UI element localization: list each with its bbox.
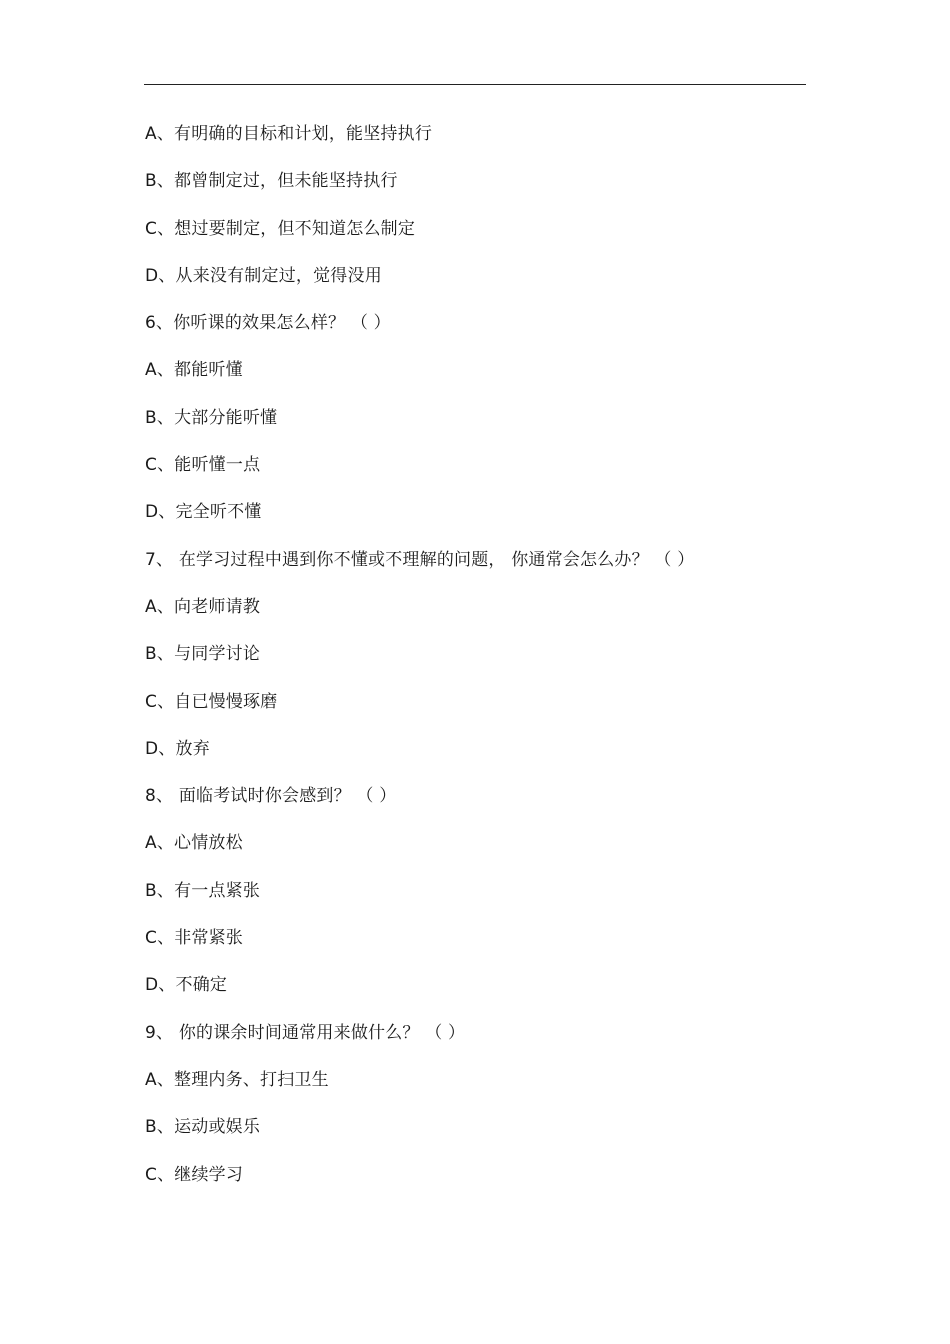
option-line: A、向老师请教 <box>145 596 261 617</box>
question-line: 8、 面临考试时你会感到？ （ ） <box>145 786 397 807</box>
question-line: 6、你听课的效果怎么样？ （ ） <box>145 313 391 334</box>
option-line: B、都曾制定过，但未能坚持执行 <box>145 171 398 192</box>
option-line: C、想过要制定，但不知道怎么制定 <box>145 218 416 239</box>
option-line: D、从来没有制定过，觉得没用 <box>145 265 382 286</box>
option-line: A、有明确的目标和计划，能坚持执行 <box>145 124 433 144</box>
option-line: B、大部分能听懂 <box>145 407 278 428</box>
option-line: D、放弃 <box>145 738 210 759</box>
question-line: 7、 在学习过程中遇到你不懂或不理解的问题， 你通常会怎么办？ （ ） <box>145 549 695 570</box>
option-line: D、完全听不懂 <box>145 502 262 523</box>
option-line: B、与同学讨论 <box>145 644 261 665</box>
option-line: C、能听懂一点 <box>145 455 261 476</box>
option-line: C、继续学习 <box>145 1164 244 1185</box>
option-line: A、心情放松 <box>145 833 243 854</box>
option-line: C、自已慢慢琢磨 <box>145 691 278 712</box>
questionnaire-content <box>145 119 805 1207</box>
option-line: C、非常紧张 <box>145 928 244 949</box>
question-line: 9、 你的课余时间通常用来做什么？ （ ） <box>145 1022 466 1043</box>
option-line: A、都能听懂 <box>145 360 243 381</box>
header-rule <box>144 84 806 85</box>
option-line: B、运动或娱乐 <box>145 1117 261 1138</box>
option-line: A、整理内务、打扫卫生 <box>145 1069 329 1090</box>
option-line: B、有一点紧张 <box>145 880 261 901</box>
option-line: D、不确定 <box>145 975 228 996</box>
